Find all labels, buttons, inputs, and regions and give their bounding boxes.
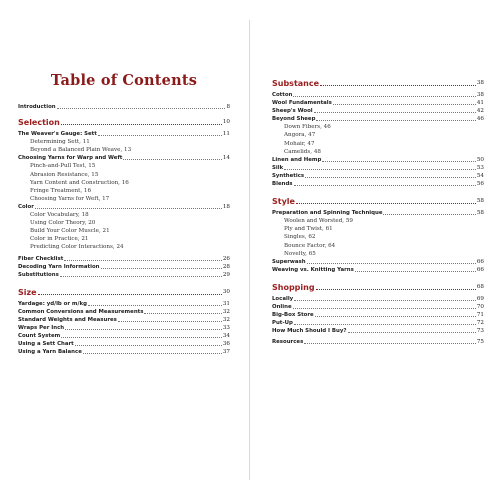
page-title: Table of Contents: [50, 72, 198, 89]
toc-entry-label: Color in Practice, 21: [30, 236, 89, 243]
toc-subentry[interactable]: [272, 140, 484, 148]
toc-entry-label: Pinch-and-Pull Test, 15: [30, 163, 96, 170]
toc-entry-page: 66: [476, 266, 484, 273]
toc-entry[interactable]: [18, 130, 230, 138]
toc-entry-label: Mohair, 47: [284, 140, 315, 147]
section-heading-shopping[interactable]: [272, 282, 484, 293]
toc-entry[interactable]: [18, 324, 230, 332]
leader-dots: [314, 112, 476, 113]
left-page: [18, 30, 230, 470]
toc-entry[interactable]: [272, 180, 484, 188]
toc-entry[interactable]: [272, 172, 484, 180]
toc-subentry[interactable]: [272, 131, 484, 139]
leader-dots: [322, 161, 476, 162]
leader-dots: [294, 324, 476, 325]
leader-dots: [348, 332, 476, 333]
toc-entry-label: Predicting Color Interactions, 24: [30, 244, 124, 251]
leader-dots: [293, 96, 476, 97]
toc-entry-page: 8: [226, 104, 230, 110]
toc-entry[interactable]: [18, 271, 230, 279]
toc-entry-label: Resources: [272, 339, 304, 346]
toc-entry-label: Cotton: [272, 92, 293, 98]
toc-entry[interactable]: [18, 300, 230, 308]
leader-dots: [144, 313, 221, 314]
toc-entry-page: 29: [222, 271, 230, 278]
toc-entry-label: Substitutions: [18, 271, 59, 278]
leader-dots: [293, 308, 476, 309]
toc-entry-label: Choosing Yarns for Weft, 17: [30, 195, 110, 202]
toc-entry-label: Count System: [18, 333, 61, 340]
toc-subentry[interactable]: [18, 235, 230, 243]
toc-entry-label: Big-Box Store: [272, 312, 314, 319]
leader-dots: [38, 294, 222, 295]
toc-entry[interactable]: [272, 156, 484, 164]
toc-entry-page: 73: [476, 328, 484, 335]
toc-entry-page: 34: [222, 333, 230, 340]
toc-entry-label: Woolen and Worsted, 59: [284, 218, 353, 225]
toc-entry-label: Fiber Checklist: [18, 255, 64, 262]
toc-entry-page: 38: [476, 92, 484, 98]
leader-dots: [83, 353, 222, 354]
leader-dots: [35, 208, 222, 209]
toc-entry-label: Linen and Hemp: [272, 156, 322, 163]
toc-entry-label: How Much Should I Buy?: [272, 328, 347, 335]
toc-entry-label: Wraps Per Inch: [18, 325, 65, 332]
toc-entry-page: 33: [222, 325, 230, 332]
toc-entry-label: Determining Sett, 11: [30, 139, 90, 146]
leader-dots: [65, 329, 222, 330]
section-page: 10: [222, 119, 230, 126]
toc-entry-page: 18: [222, 203, 230, 210]
toc-entry-label: Color Vocabulary, 18: [30, 212, 89, 219]
toc-entry-page: 50: [476, 156, 484, 163]
toc-entry[interactable]: [18, 255, 230, 263]
leader-dots: [64, 260, 222, 261]
toc-entry-label: Sheep's Wool: [272, 108, 313, 115]
toc-entry-page: 66: [476, 258, 484, 265]
toc-entry-label: Using a Yarn Balance: [18, 349, 82, 356]
toc-entry-page: 11: [222, 131, 230, 138]
toc-subentry[interactable]: [18, 171, 230, 179]
toc-entry[interactable]: [272, 295, 484, 303]
toc-subentry[interactable]: [272, 225, 484, 233]
leader-dots: [304, 343, 476, 344]
section-heading-style[interactable]: [272, 196, 484, 207]
section-heading-selection[interactable]: [18, 117, 230, 128]
leader-dots: [305, 177, 476, 178]
section-page: 68: [476, 283, 484, 290]
section-heading-size[interactable]: [18, 287, 230, 298]
toc-entry-label: Abrasion Resistance, 15: [30, 171, 99, 178]
toc-entry-label: The Weaver's Gauge: Sett: [18, 131, 97, 138]
toc-subentry[interactable]: [272, 233, 484, 241]
leader-dots: [294, 185, 476, 186]
toc-entry-label: Choosing Yarns for Warp and Weft: [18, 155, 123, 162]
toc-entry-page: 69: [476, 295, 484, 302]
toc-entry[interactable]: [272, 258, 484, 266]
section-heading-substance[interactable]: [272, 78, 484, 89]
toc-entry-label: Beyond Sheep: [272, 116, 316, 123]
toc-entry-page: 46: [476, 116, 484, 123]
toc-entry-label: Preparation and Spinning Technique: [272, 210, 383, 217]
toc-entry-page: 53: [476, 164, 484, 171]
section-title: Shopping: [272, 282, 315, 292]
toc-entry[interactable]: [18, 332, 230, 340]
toc-entry-page: 37: [222, 349, 230, 356]
toc-entry[interactable]: [272, 266, 484, 274]
toc-entry-page: 32: [222, 316, 230, 323]
toc-subentry[interactable]: [18, 187, 230, 195]
toc-entry[interactable]: [272, 319, 484, 327]
toc-entry-label: Novelty, 65: [284, 250, 316, 257]
toc-subentry[interactable]: [18, 138, 230, 146]
toc-entry-page: 70: [476, 303, 484, 310]
toc-entry-page: 58: [476, 210, 484, 217]
toc-entry[interactable]: [18, 348, 230, 356]
toc-subentry[interactable]: [272, 148, 484, 156]
leader-dots: [296, 203, 476, 204]
toc-entry[interactable]: [272, 115, 484, 123]
leader-dots: [101, 268, 222, 269]
leader-dots: [61, 337, 222, 338]
toc-entry-label: Using a Sett Chart: [18, 341, 74, 348]
toc-entry-page: 26: [222, 255, 230, 262]
toc-entry[interactable]: [18, 308, 230, 316]
toc-subentry[interactable]: [272, 217, 484, 225]
toc-entry[interactable]: [272, 99, 484, 107]
toc-entry-label: Weaving vs. Knitting Yarns: [272, 266, 354, 273]
toc-entry-label: Wool Fundamentals: [272, 100, 332, 107]
toc-entry-label: Yardage: yd/lb or m/kg: [18, 300, 87, 307]
toc-entry-label: Synthetics: [272, 172, 305, 179]
toc-subentry[interactable]: [18, 211, 230, 219]
toc-subentry[interactable]: [272, 123, 484, 131]
leader-dots: [284, 169, 476, 170]
toc-entry-label: Using Color Theory, 20: [30, 220, 96, 227]
leader-dots: [118, 321, 222, 322]
toc-subentry[interactable]: [18, 243, 230, 251]
right-sections: [272, 78, 484, 346]
section-page: 58: [476, 198, 484, 205]
toc-entry-label: Fringe Treatment, 16: [30, 187, 92, 194]
book-spine: [249, 20, 250, 480]
toc-entry[interactable]: [18, 263, 230, 271]
toc-subentry[interactable]: [18, 179, 230, 187]
toc-entry-label: Color: [18, 203, 34, 210]
leader-dots: [88, 305, 222, 306]
toc-entry-label: Common Conversions and Measurements: [18, 308, 144, 315]
toc-entry-page: 42: [476, 108, 484, 115]
section-title: Style: [272, 197, 295, 207]
toc-entry-label: Silk: [272, 164, 284, 171]
toc-entry-page: 56: [476, 181, 484, 188]
toc-entry[interactable]: [272, 91, 484, 99]
toc-entry-label: Blends: [272, 181, 293, 188]
toc-entry[interactable]: [272, 107, 484, 115]
toc-entry-label: Beyond a Balanced Plain Weave, 13: [30, 147, 132, 154]
toc-entry-page: 36: [222, 341, 230, 348]
leader-dots: [307, 263, 476, 264]
toc-entry-page: 72: [476, 320, 484, 327]
section-page: 38: [476, 80, 484, 86]
leader-dots: [61, 124, 222, 125]
toc-entry-label: Standard Weights and Measures: [18, 316, 117, 323]
section-title: Selection: [18, 118, 60, 128]
leader-dots: [316, 120, 475, 121]
toc-subentry[interactable]: [18, 146, 230, 154]
toc-entry-page: 28: [222, 263, 230, 270]
left-sections: [18, 117, 230, 356]
toc-entry[interactable]: [272, 164, 484, 172]
toc-subentry[interactable]: [272, 250, 484, 258]
toc-entry-label: Ply and Twist, 61: [284, 226, 333, 233]
leader-dots: [57, 108, 226, 109]
toc-entry-label: Yarn Content and Construction, 16: [30, 179, 129, 186]
toc-entry[interactable]: [18, 316, 230, 324]
toc-entry[interactable]: [18, 203, 230, 211]
toc-entry-page: 54: [476, 172, 484, 179]
toc-entry-page: 31: [222, 300, 230, 307]
toc-entry-label: Camelids, 48: [284, 148, 321, 155]
leader-dots: [123, 159, 222, 160]
toc-subentry[interactable]: [18, 219, 230, 227]
toc-entry-label: Superwash: [272, 258, 306, 265]
toc-entry-page: 41: [476, 100, 484, 107]
leader-dots: [98, 135, 222, 136]
leader-dots: [383, 214, 475, 215]
toc-entry-label: Build Your Color Muscle, 21: [30, 228, 110, 235]
leader-dots: [333, 104, 476, 105]
toc-entry-label: Introduction: [18, 104, 56, 110]
toc-entry-label: Down Fibers, 46: [284, 124, 331, 131]
toc-entry-label: Bounce Factor, 64: [284, 242, 336, 249]
right-page: [272, 30, 484, 470]
leader-dots: [316, 289, 476, 290]
leader-dots: [294, 300, 476, 301]
toc-subentry[interactable]: [18, 162, 230, 170]
toc-entry-label: Decoding Yarn Information: [18, 263, 100, 270]
toc-entry[interactable]: [272, 311, 484, 319]
toc-entry-label: Singles, 62: [284, 234, 316, 241]
toc-entry-label: Put-Up: [272, 320, 293, 327]
toc-entry-label: Angora, 47: [284, 132, 316, 139]
leader-dots: [60, 276, 222, 277]
toc-entry[interactable]: [18, 340, 230, 348]
toc-entry-page: 32: [222, 308, 230, 315]
section-title: Size: [18, 287, 37, 297]
toc-subentry[interactable]: [18, 195, 230, 203]
leader-dots: [315, 316, 476, 317]
toc-subentry[interactable]: [18, 227, 230, 235]
toc-entry-label: Locally: [272, 295, 294, 302]
toc-entry[interactable]: [272, 338, 484, 346]
toc-entry[interactable]: [18, 154, 230, 162]
toc-subentry[interactable]: [272, 242, 484, 250]
section-page: 30: [222, 288, 230, 295]
toc-entry-introduction[interactable]: [18, 103, 230, 111]
leader-dots: [75, 345, 222, 346]
leader-dots: [320, 85, 476, 86]
toc-entry[interactable]: [272, 303, 484, 311]
toc-entry[interactable]: [272, 327, 484, 335]
toc-entry-label: Online: [272, 303, 292, 310]
section-title: Substance: [272, 79, 320, 88]
toc-entry-page: 14: [222, 155, 230, 162]
toc-entry-page: 75: [476, 339, 484, 346]
toc-entry[interactable]: [272, 209, 484, 217]
toc-entry-page: 71: [476, 312, 484, 319]
leader-dots: [355, 271, 476, 272]
